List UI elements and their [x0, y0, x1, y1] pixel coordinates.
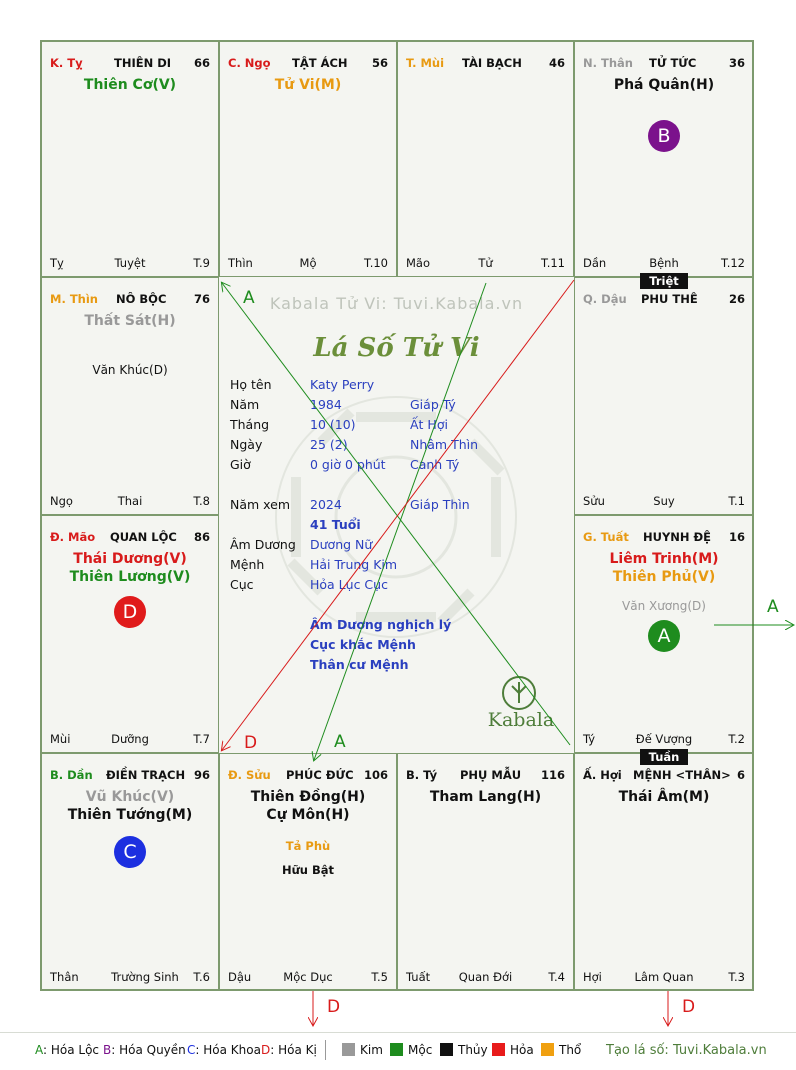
hoa-quyen-badge: B — [648, 120, 680, 152]
arrow-label: A — [243, 288, 255, 308]
palace-can: C. Ngọ — [228, 56, 271, 70]
swatch-hoa — [492, 1043, 505, 1056]
major-star: Cự Môn(H) — [266, 807, 350, 823]
legend-text: : Hóa Quyền — [111, 1043, 186, 1057]
label-ho-ten: Họ tên — [230, 377, 272, 392]
palace-age: T.8 — [193, 494, 210, 508]
legend-separator — [325, 1040, 326, 1060]
palace-branch: Sửu — [583, 494, 605, 508]
can-chi-nam-xem: Giáp Thìn — [410, 497, 470, 512]
palace-age: T.9 — [193, 256, 210, 270]
palace-can: Đ. Mão — [50, 530, 96, 544]
element-label: Mộc — [408, 1043, 433, 1057]
palace-can: N. Thân — [583, 56, 633, 70]
label-thang: Tháng — [230, 417, 270, 432]
palace-name: PHỤ MẪU — [460, 768, 522, 782]
palace-number: 76 — [193, 292, 210, 306]
value-ho-ten: Katy Perry — [310, 377, 375, 392]
value-nam: 1984 — [310, 397, 342, 412]
palace-branch: Tỵ — [50, 256, 64, 270]
label-menh: Mệnh — [230, 557, 265, 572]
palace-can: K. Tỵ — [50, 56, 83, 70]
palace-phase: Tuyệt — [114, 256, 146, 270]
palace-branch: Mão — [406, 256, 431, 270]
minor-star: Văn Khúc(D) — [92, 363, 168, 377]
palace-phase: Đế Vượng — [635, 732, 693, 746]
palace-phase: Lâm Quan — [634, 970, 694, 984]
note: Cục khắc Mệnh — [310, 637, 416, 652]
can-chi-gio: Canh Tý — [410, 457, 460, 472]
value-thang: 10 (10) — [310, 417, 356, 432]
label-am-duong: Âm Dương — [230, 537, 296, 552]
palace-number: 106 — [363, 768, 388, 782]
arrow-label: D — [682, 997, 696, 1017]
label-nam: Năm — [230, 397, 260, 412]
major-star: Thái Âm(M) — [618, 789, 710, 805]
palace-name: QUAN LỘC — [110, 530, 177, 544]
major-star: Tử Vi(M) — [274, 77, 342, 93]
palace-number: 116 — [540, 768, 565, 782]
label-nam-xem: Năm xem — [230, 497, 291, 512]
palace-branch: Tuất — [406, 970, 431, 984]
legend-divider — [0, 1032, 796, 1033]
palace-number: 66 — [193, 56, 210, 70]
palace-phase: Mộc Dục — [283, 970, 333, 984]
palace-phase: Quan Đới — [458, 970, 513, 984]
triet-tag: Triệt — [640, 273, 688, 289]
palace-name: MỆNH <THÂN> — [633, 768, 731, 782]
palace-number: 36 — [728, 56, 745, 70]
palace-can: M. Thìn — [50, 292, 98, 306]
palace-number: 16 — [728, 530, 745, 544]
tuan-tag: Tuần — [640, 749, 688, 765]
label-gio: Giờ — [230, 457, 251, 472]
major-star: Thiên Phủ(V) — [612, 569, 716, 585]
major-star: Phá Quân(H) — [613, 77, 715, 93]
palace-branch: Dậu — [228, 970, 252, 984]
palace-age: T.3 — [728, 970, 745, 984]
palace-can: Đ. Sửu — [228, 768, 271, 782]
palace-phase: Trường Sinh — [111, 970, 179, 984]
palace-name: ĐIỀN TRẠCH — [106, 768, 186, 782]
hoa-ki-badge: D — [114, 596, 146, 628]
palace-number: 26 — [728, 292, 745, 306]
minor-star: Tả Phù — [285, 839, 331, 853]
palace-age: T.7 — [193, 732, 210, 746]
element-label: Thổ — [559, 1043, 582, 1057]
palace-can: B. Dần — [50, 768, 93, 782]
palace-age: T.10 — [364, 256, 388, 270]
legend-text: : Hóa Lộc — [43, 1043, 100, 1057]
legend-key: A — [35, 1043, 43, 1057]
arrow-label: A — [767, 597, 779, 617]
major-star: Tham Lang(H) — [429, 789, 542, 805]
hoa-loc-arrow-line — [314, 283, 486, 760]
minor-star: Văn Xương(D) — [622, 599, 706, 613]
value-cuc: Hỏa Lục Cục — [310, 577, 388, 592]
palace-number: 6 — [736, 768, 745, 782]
palace-age: T.2 — [728, 732, 745, 746]
value-ngay: 25 (2) — [310, 437, 348, 452]
hoa-khoa-badge: C — [114, 836, 146, 868]
palace-branch: Thìn — [228, 256, 253, 270]
palace-branch: Mùi — [50, 732, 71, 746]
note: Âm Dương nghịch lý — [310, 617, 452, 632]
palace-name: TỬ TỨC — [649, 56, 697, 70]
element-label: Thủy — [458, 1043, 488, 1057]
swatch-tho — [541, 1043, 554, 1056]
can-chi-thang: Ất Hợi — [410, 417, 448, 432]
palace-can: B. Tý — [406, 768, 438, 782]
credit-link[interactable]: Tạo lá số: Tuvi.Kabala.vn — [606, 1043, 767, 1058]
palace-phase: Mộ — [299, 256, 317, 270]
major-star: Thiên Tướng(M) — [67, 807, 193, 823]
value-menh: Hải Trung Kim — [310, 557, 398, 572]
hoa-loc-arrow-line — [222, 283, 570, 745]
palace-branch: Ngọ — [50, 494, 73, 508]
can-chi-ngay: Nhâm Thìn — [410, 437, 479, 452]
palace-phase: Bệnh — [649, 256, 679, 270]
palace-can: Ấ. Hợi — [583, 768, 622, 782]
legend-key: C — [187, 1043, 196, 1057]
value-am-duong: Dương Nữ — [310, 537, 373, 552]
watermark-text: Kabala Tử Vi: Tuvi.Kabala.vn — [269, 294, 524, 313]
palace-name: PHU THÊ — [641, 292, 698, 306]
palace-name: HUYNH ĐỆ — [643, 530, 712, 544]
palace-age: T.4 — [548, 970, 565, 984]
palace-can: Q. Dậu — [583, 292, 627, 306]
minor-star: Hữu Bật — [281, 863, 335, 877]
note: Thân cư Mệnh — [310, 657, 409, 672]
palace-branch: Dần — [583, 256, 607, 270]
palace-age: T.1 — [728, 494, 745, 508]
chart-title: Lá Số Tử Vi — [313, 333, 480, 363]
hoa-loc-badge: A — [648, 620, 680, 652]
palace-number: 56 — [371, 56, 388, 70]
palace-age: T.5 — [371, 970, 388, 984]
arrow-label: D — [244, 733, 258, 753]
major-star: Thiên Lương(V) — [69, 569, 191, 585]
palace-can: G. Tuất — [583, 530, 629, 544]
palace-phase: Dưỡng — [111, 732, 149, 746]
legend-key: B — [103, 1043, 112, 1057]
age-tuoi: 41 Tuổi — [310, 517, 361, 532]
palace-number: 46 — [548, 56, 565, 70]
palace-phase: Thai — [117, 494, 143, 508]
label-ngay: Ngày — [230, 437, 263, 452]
major-star: Liêm Trinh(M) — [609, 551, 719, 567]
arrow-label: A — [334, 732, 346, 752]
legend-text: : Hóa Kị — [270, 1043, 317, 1057]
value-gio: 0 giờ 0 phút — [310, 457, 386, 472]
palace-branch: Hợi — [583, 970, 602, 984]
legend-text: : Hóa Khoa — [195, 1043, 261, 1057]
palace-branch: Thân — [50, 970, 79, 984]
legend — [0, 1040, 796, 1060]
palace-age: T.11 — [541, 256, 565, 270]
major-star: Thất Sát(H) — [84, 313, 176, 329]
kabala-logo-text: Kabala — [487, 709, 555, 731]
palace-name: TÀI BẠCH — [462, 56, 522, 70]
palace-name: TẬT ÁCH — [292, 56, 348, 70]
palace-name: NÔ BỘC — [116, 292, 167, 306]
can-chi-nam: Giáp Tý — [410, 397, 456, 412]
palace-age: T.12 — [721, 256, 745, 270]
swatch-thuy — [440, 1043, 453, 1056]
value-nam-xem: 2024 — [310, 497, 342, 512]
legend-key: D — [261, 1043, 271, 1057]
palace-can: T. Mùi — [406, 56, 445, 70]
palace-phase: Suy — [653, 494, 675, 508]
major-star: Thái Dương(V) — [73, 551, 187, 567]
palace-phase: Tử — [478, 256, 493, 270]
swatch-kim — [342, 1043, 355, 1056]
arrow-label: D — [327, 997, 341, 1017]
label-cuc: Cục — [230, 577, 254, 592]
element-label: Kim — [360, 1043, 383, 1057]
palace-number: 96 — [193, 768, 210, 782]
palace-name: PHÚC ĐỨC — [286, 768, 354, 782]
palace-name: THIÊN DI — [114, 56, 172, 70]
major-star: Thiên Cơ(V) — [83, 77, 177, 93]
palace-branch: Tý — [583, 732, 596, 746]
swatch-moc — [390, 1043, 403, 1056]
major-star: Thiên Đồng(H) — [250, 789, 366, 805]
palace-age: T.6 — [193, 970, 210, 984]
palace-number: 86 — [193, 530, 210, 544]
major-star: Vũ Khúc(V) — [85, 789, 175, 805]
element-label: Hỏa — [510, 1043, 534, 1057]
